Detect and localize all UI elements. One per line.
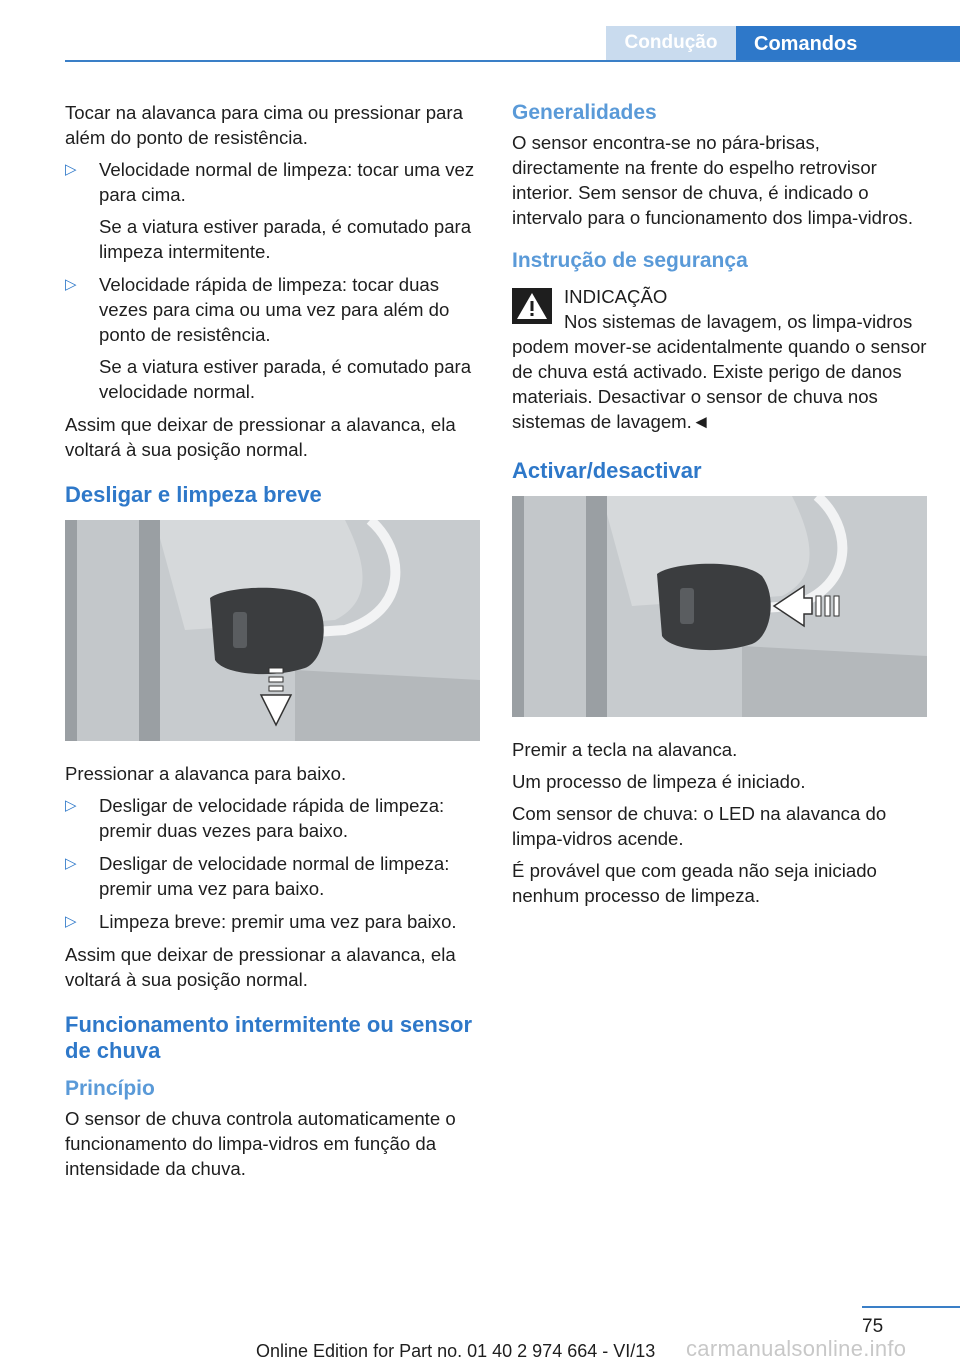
list-item-note: Se a viatura estiver parada, é comutado para velocidade normal.	[99, 356, 472, 402]
heading-interval: Funcionamento intermitente ou sensor de chuva	[65, 1012, 473, 1063]
return-note: Assim que deixar de pressionar a alavanca, ela voltará à sua posição normal.	[65, 944, 456, 990]
heading-toggle: Activar/desactivar	[512, 458, 702, 483]
return-note: Assim que deixar de pressionar a alavanca, ela voltará à sua posição normal.	[65, 414, 456, 460]
list-item: ▷ Limpeza breve: premir uma vez para baixo.	[65, 909, 483, 934]
general-text: O sensor encontra-se no pára-brisas, directamente na frente do espelho retrovisor interior. Sem sensor de chuva, é indicado o intervalo para o funcionamento dos limpa-vidros.	[512, 132, 914, 228]
press-down-text: Pressionar a alavanca para baixo.	[65, 763, 347, 784]
safety-notice	[512, 284, 930, 434]
toggle-text-2: Um processo de limpeza é iniciado.	[512, 771, 806, 792]
heading-general: Generalidades	[512, 101, 657, 124]
list-item: ▷ Desligar de velocidade normal de limpeza: premir uma vez para baixo.	[65, 851, 483, 901]
principle-text: O sensor de chuva controla automaticamente o funcionamento do limpa-vidros em função da intensidade da chuva.	[65, 1108, 456, 1179]
warning-icon	[512, 288, 552, 324]
list-item-text: Velocidade rápida de limpeza: tocar duas vezes para cima ou uma vez para além do ponto de resistência.	[99, 274, 450, 345]
footer-rule	[862, 1306, 960, 1308]
tab-conducao[interactable]: Condução	[606, 26, 736, 60]
heading-safety: Instrução de segurança	[512, 249, 748, 272]
left-column	[65, 100, 483, 1188]
lever-down-illustration	[65, 520, 480, 741]
lever-button-illustration	[512, 496, 927, 717]
toggle-text-4: É provável que com geada não seja iniciado nenhum processo de limpeza.	[512, 860, 877, 906]
heading-off: Desligar e limpeza breve	[65, 482, 322, 507]
online-edition: Online Edition for Part no. 01 40 2 974 664 - VI/13	[256, 1341, 656, 1361]
intro-text: Tocar na alavanca para cima ou pressionar para além do ponto de resistência.	[65, 102, 463, 148]
right-column	[512, 100, 930, 915]
toggle-text-3: Com sensor de chuva: o LED na alavanca do limpa-vidros acende.	[512, 803, 887, 849]
list-item: ▷ Desligar de velocidade rápida de limpeza: premir duas vezes para baixo.	[65, 793, 483, 843]
list-item	[65, 157, 483, 264]
toggle-text-1: Premir a tecla na alavanca.	[512, 739, 738, 760]
notice-text: Nos sistemas de lavagem, os limpa-vidros podem mover-se acidentalmente quando o sensor de chuva está activado. Existe perigo de danos materiais. Desactivar o sensor de chuva nos sistemas de lavagem.◄	[512, 311, 927, 432]
notice-label: INDICAÇÃO	[564, 286, 668, 307]
page-number: 75	[862, 1316, 884, 1337]
watermark: carmanualsonline.info	[686, 1336, 907, 1361]
tab-comandos[interactable]: Comandos	[736, 26, 960, 62]
heading-principle: Princípio	[65, 1077, 155, 1100]
speed-list	[65, 157, 483, 404]
list-item	[65, 272, 483, 404]
off-list	[65, 793, 483, 934]
list-item-note: Se a viatura estiver parada, é comutado para limpeza intermitente.	[99, 216, 472, 262]
header-rule	[65, 60, 960, 62]
list-item-text: Velocidade normal de limpeza: tocar uma vez para cima.	[99, 159, 475, 205]
